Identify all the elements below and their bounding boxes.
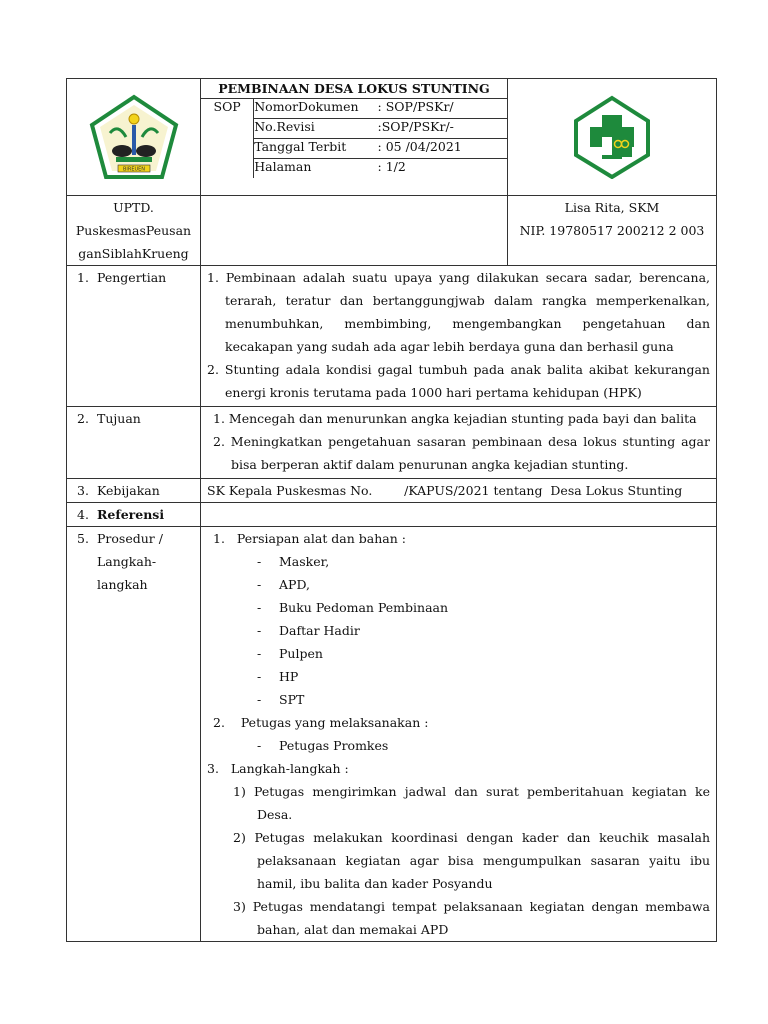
signer-nip: NIP. 19780517 200212 2 003 [519,223,705,238]
meta-label: NomorDokumen [254,99,378,119]
document-title: PEMBINAAN DESA LOKUS STUNTING [201,79,507,99]
meta-value: : 1/2 [378,159,507,179]
list-item: 2. Meningkatkan pengetahuan sasaran pembinaan desa lokus stunting agar bisa berperan aktif dalam penurunan angka kejadian stunting. [213,434,710,472]
bireuen-regency-logo [88,93,180,181]
unit-line: PuskesmasPeusan [75,223,192,238]
section-content-referensi [201,503,717,527]
section-content-pengertian [201,266,717,407]
meta-table [201,99,507,178]
list-item: - Pulpen [257,646,323,661]
section-content-tujuan [201,407,717,479]
puskesmas-logo [572,95,652,179]
list-item: 1. Pembinaan adalah suatu upaya yang dilakukan secara sadar, berencana, terarah, teratur dan bertanggungjwab dalam rangka memperkenalkan, menumbuhkan, membimbing, mengembangkan pengetahuan dan kecakapan yang sudah ada agar lebih berdaya guna dan berhasil guna [207,270,710,354]
list-item: - APD, [257,577,310,592]
list-item: - Masker, [257,554,330,569]
meta-label: No.Revisi [254,119,378,139]
sop-label: SOP [201,99,254,178]
title-meta-cell [201,79,508,196]
list-item: - HP [257,669,299,684]
meta-value: : SOP/PSKr/ [378,99,507,119]
unit-line: UPTD. [113,200,154,215]
list-item: - SPT [257,692,305,707]
list-item: - Buku Pedoman Pembinaan [257,600,449,615]
meta-value: :SOP/PSKr/- [378,119,507,139]
list-item: 1. Mencegah dan menurunkan angka kejadian stunting pada bayi dan balita [213,411,697,426]
section-label-pengertian: 1. Pengertian [67,266,201,407]
subsection-title: 2. Petugas yang melaksanakan : [213,715,429,730]
list-item: 2. Stunting adala kondisi gagal tumbuh pada anak balita akibat kekurangan energi kronis terutama pada 1000 hari pertama kehidupan (HPK) [207,362,710,400]
left-logo-cell [67,79,201,196]
section-label-kebijakan: 3. Kebijakan [67,479,201,503]
list-item: 2) Petugas melakukan koordinasi dengan kader dan keuchik masalah pelaksanaan kegiatan agar bisa mengumpulkan sasaran yaitu ibu hamil, ibu balita dan kader Posyandu [233,830,710,891]
list-item: - Petugas Promkes [257,738,389,753]
unit-cell [67,196,201,266]
right-logo-cell [508,79,717,196]
signer-cell [508,196,717,266]
section-content-prosedur [201,527,717,942]
svg-text:BIREUEN: BIREUEN [122,166,145,173]
section-label-referensi: 4. Referensi [67,503,201,527]
section-label-tujuan: 2. Tujuan [67,407,201,479]
sop-document [66,78,716,942]
signature-blank-cell [201,196,508,266]
meta-value: : 05 /04/2021 [378,139,507,159]
sop-table [66,78,717,942]
list-item: - Daftar Hadir [257,623,360,638]
section-label-prosedur: 5. Prosedur / Langkah- langkah [67,527,201,942]
subsection-title: 1. Persiapan alat dan bahan : [213,531,406,546]
section-content-kebijakan: SK Kepala Puskesmas No. /KAPUS/2021 tentang Desa Lokus Stunting [201,479,717,503]
unit-line: ganSiblahKrueng [78,246,189,261]
meta-label: Halaman [254,159,378,179]
list-item: 3) Petugas mendatangi tempat pelaksanaan kegiatan dengan membawa bahan, alat dan memakai APD [233,899,710,937]
subsection-title: 3. Langkah-langkah : [207,761,349,776]
list-item: 1) Petugas mengirimkan jadwal dan surat pemberitahuan kegiatan ke Desa. [233,784,710,822]
signer-name: Lisa Rita, SKM [564,200,660,215]
meta-label: Tanggal Terbit [254,139,378,159]
